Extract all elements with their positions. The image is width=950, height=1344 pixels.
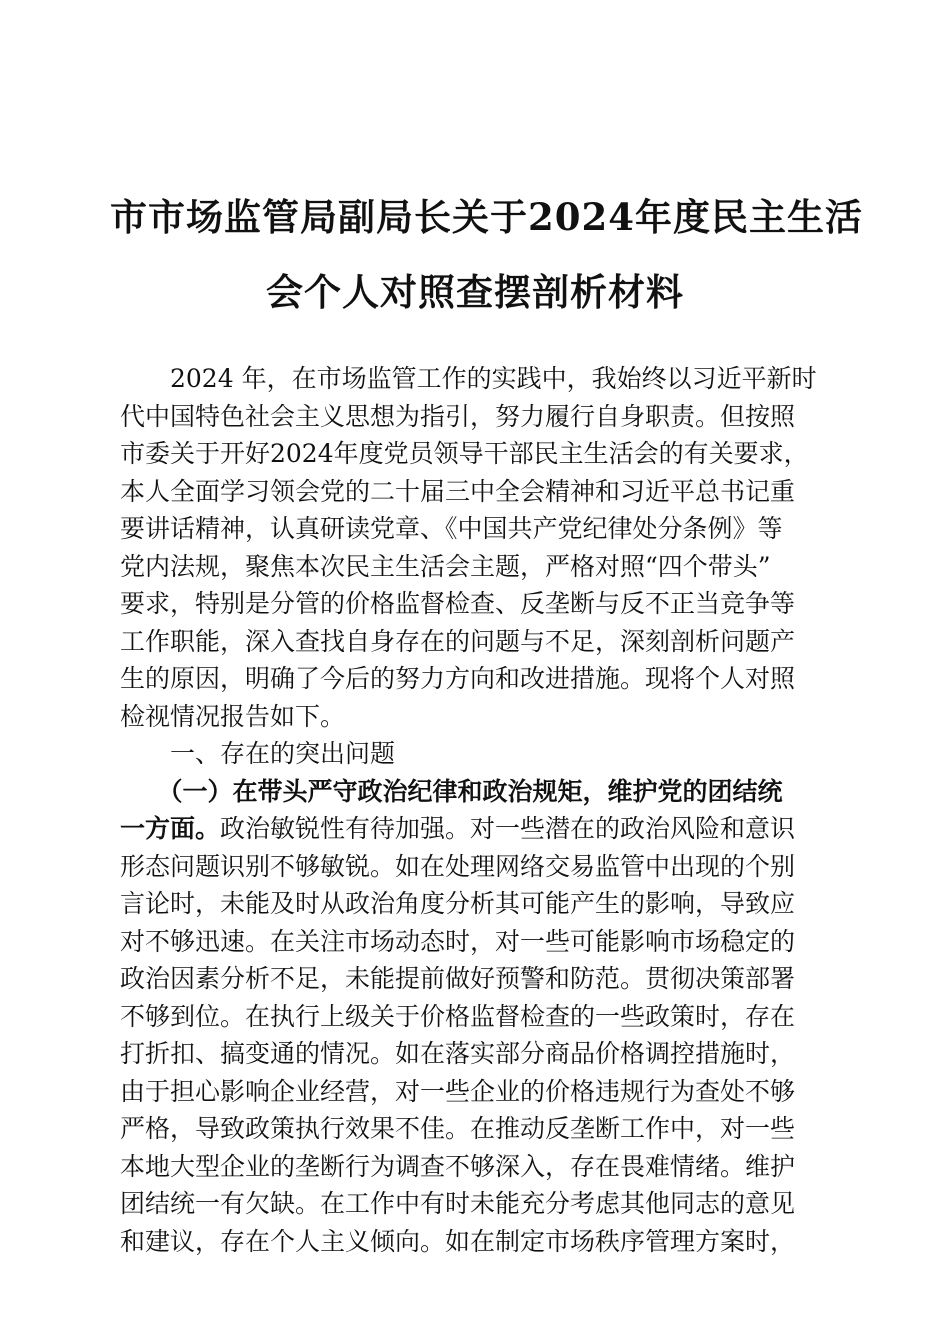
paragraph-line: 打折扣、搞变通的情况。如在落实部分商品价格调控措施时， <box>120 1039 796 1068</box>
paragraph-line: 团结统一有欠缺。在工作中有时未能充分考虑其他同志的意见 <box>120 1189 796 1218</box>
document-body <box>120 360 840 1260</box>
paragraph-line: 政治因素分析不足，未能提前做好预警和防范。贯彻决策部署 <box>120 964 796 993</box>
subsection-heading: （一）在带头严守政治纪律和政治规矩，维护党的团结统 <box>120 776 783 806</box>
paragraph-line: 言论时，未能及时从政治角度分析其可能产生的影响，导致应 <box>120 889 796 918</box>
paragraph-line: 形态问题识别不够敏锐。如在处理网络交易监管中出现的个别 <box>120 851 796 881</box>
paragraph-line: 严格，导致政策执行效果不佳。在推动反垄断工作中，对一些 <box>120 1114 796 1143</box>
paragraph-line <box>120 810 840 848</box>
paragraph-line: 工作职能，深入查找自身存在的问题与不足，深刻剖析问题产 <box>120 626 796 656</box>
paragraph-line: 代中国特色社会主义思想为指引，努力履行自身职责。但按照 <box>120 401 796 431</box>
paragraph-line: 不够到位。在执行上级关于价格监督检查的一些政策时，存在 <box>120 1001 796 1031</box>
paragraph-line: 市委关于开好2024年度党员领导干部民主生活会的有关要求， <box>120 439 809 468</box>
paragraph-line: 和建议，存在个人主义倾向。如在制定市场秩序管理方案时， <box>120 1226 796 1256</box>
paragraph-text: 政治敏锐性有待加强。对一些潜在的政治风险和意识 <box>220 814 796 843</box>
paragraph-line: 检视情况报告如下。 <box>120 701 346 731</box>
paragraph-line: 由于担心影响企业经营，对一些企业的价格违规行为查处不够 <box>120 1076 796 1106</box>
paragraph-line: 党内法规，聚焦本次民主生活会主题，严格对照“四个带头” <box>120 551 771 581</box>
paragraph-line: 本地大型企业的垄断行为调查不够深入，存在畏难情绪。维护 <box>120 1151 796 1181</box>
document-title-line-2: 会个人对照查摆剖析材料 <box>266 270 684 314</box>
document-title-line-1: 市市场监管局副局长关于2024年度民主生活 <box>110 195 863 239</box>
paragraph-line: 生的原因，明确了今后的努力方向和改进措施。现将个人对照 <box>120 664 796 693</box>
paragraph-line: 要讲话精神，认真研读党章、《中国共产党纪律处分条例》等 <box>120 514 783 543</box>
paragraph-line: 2024 年，在市场监管工作的实践中，我始终以习近平新时 <box>120 364 817 393</box>
subsection-heading-end: 一方面。 <box>120 814 221 843</box>
paragraph-line: 要求，特别是分管的价格监督检查、反垄断与反不正当竞争等 <box>120 589 796 618</box>
paragraph-line: 对不够迅速。在关注市场动态时，对一些可能影响市场稳定的 <box>120 926 796 956</box>
section-heading: 一、存在的突出问题 <box>120 739 396 768</box>
paragraph-line: 本人全面学习领会党的二十届三中全会精神和习近平总书记重 <box>120 476 796 506</box>
